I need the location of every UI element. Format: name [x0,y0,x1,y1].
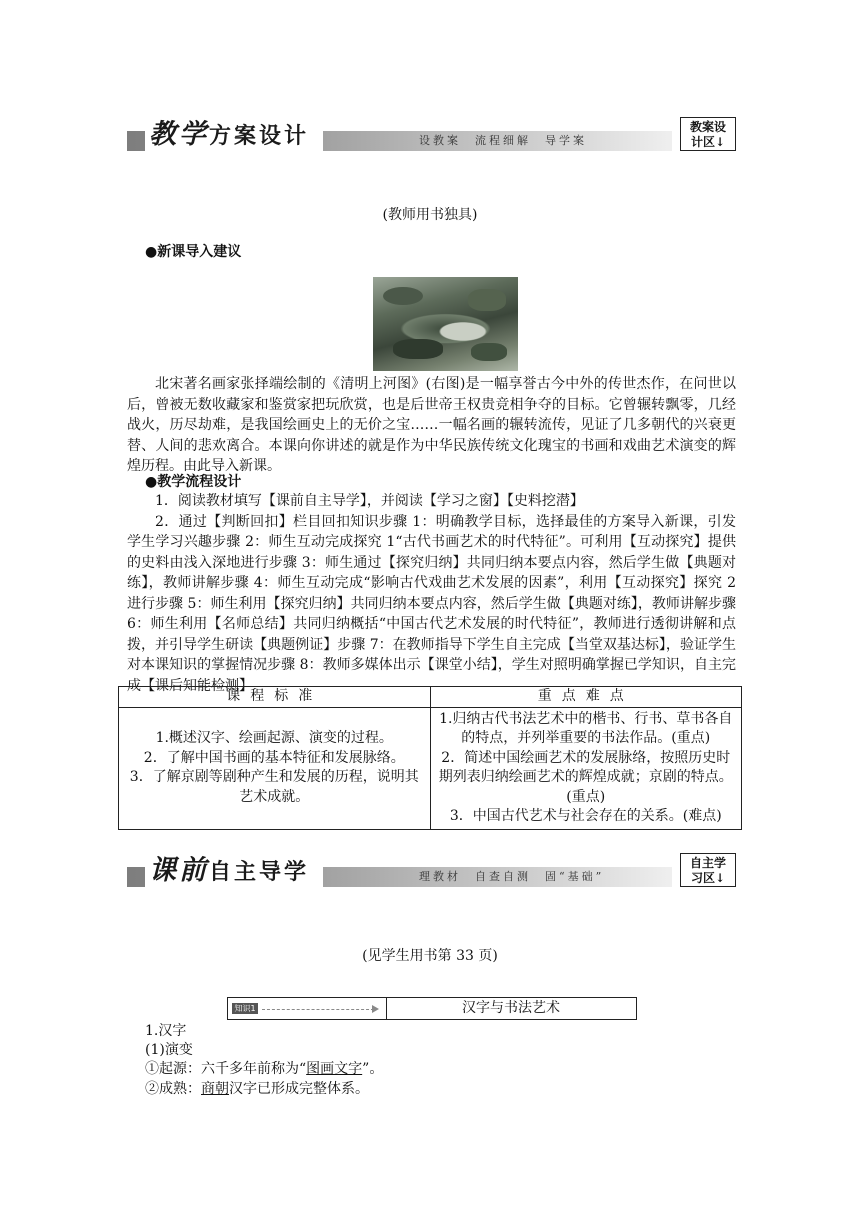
banner-tag-line2: 习区↓ [690,871,726,885]
banner-subtitle: 设教案 流程细解 导学案 [419,134,587,147]
maturity-line: ②成熟：商朝汉字已形成完整体系。 [145,1081,369,1097]
table-row [119,707,742,829]
intro-paragraph [127,374,736,477]
banner-tag-line1: 教案设 [689,120,726,134]
key-points-cell [430,707,742,829]
item-evolution: (1)演变 [145,1042,193,1058]
teacher-book-note: (教师用书独具) [382,207,478,223]
key-point-line: 2．简述中国绘画艺术的发展脉络，按照历史时期列表归纳绘画艺术的辉煌成就；京剧的特点。(重点) [438,749,733,805]
maturity-answer: 商朝 [201,1081,229,1097]
key-point-line: 3．中国古代艺术与社会存在的关系。(难点) [449,808,722,824]
flow-paragraph [127,491,736,696]
banner-title-rest: 自主导学 [209,859,310,885]
curriculum-standard-cell [119,707,431,829]
arrow-line [262,1009,374,1010]
banner-tag [680,853,736,887]
flow-heading: ●教学流程设计 [145,474,242,490]
knowledge-pill: 知识1 [232,1003,258,1014]
origin-line: ①起源：六千多年前称为“图画文字”。 [145,1061,384,1077]
key-point-line: 1.归纳古代书法艺术中的楷书、行书、草书各自的特点，并列举重要的书法作品。(重点) [439,710,733,746]
banner-tag [680,117,736,151]
flow-step-2: 2．通过【判断回扣】栏目回扣知识步骤 1：明确教学目标，选择最佳的方案导入新课，引发学生学习兴趣步骤 2：师生互动完成探究 1“古代书画艺术的时代特征”。可利用【互动探究】提供的史料由浅入深地进行步骤 3：师生通过【探究归纳】共同归纳本要点内容，然后学生做【典题对练】，教师讲解步骤 4：师生互动完成“影响古代戏曲艺术发展的因素”，利用【互动探究】探究 2 进行步骤 5：师生利用【探究归纳】共同归纳本要点内容，然后学生做【典题对练】，教师讲解步骤 6：师生利用【名师总结】共同归纳概括“中国古代艺术发展的时代特征”，教师进行透彻讲解和点拨，并引导学生研读【典题例证】步骤 7：在教师指导下学生自主完成【当堂双基达标】，验证学生对本课知识的掌握情况步骤 8：教师多媒体出示【课堂小结】，学生对照明确掌握已学知识，自主完成【课后知能检测】 [127,513,736,694]
banner-subtitle: 理教材 自查自测 固“基础” [419,870,605,883]
intro-heading: ●新课导入建议 [145,244,242,260]
banner-title [145,119,323,151]
curriculum-table [118,686,742,830]
banner-tag-line1: 自主学 [689,856,726,870]
knowledge-point-box [227,997,637,1020]
key-points-header: 重点难点 [430,687,742,708]
standard-line: 3．了解京剧等剧种产生和发展的历程，说明其艺术成就。 [129,769,419,805]
banner-title [145,855,323,887]
standard-line: 2．了解中国书画的基本特征和发展脉络。 [143,749,405,766]
teaching-plan-banner [127,117,736,153]
qingming-painting-image [373,277,518,371]
item-chinese-characters: 1.汉字 [145,1023,187,1039]
student-book-note: (见学生用书第 33 页) [362,948,498,964]
standard-line: 1.概述汉字、绘画起源、演变的过程。 [155,730,393,746]
curriculum-standard-header: 课程标准 [119,687,431,708]
banner-title-rest: 方案设计 [209,123,310,149]
flow-step-1: 1．阅读教材填写【课前自主导学】，并阅读【学习之窗】【史料挖潜】 [155,493,584,509]
knowledge-label-area [228,998,387,1019]
table-header-row [119,687,742,708]
banner-tag-line2: 计区↓ [690,135,726,149]
knowledge-title: 汉字与书法艺术 [462,1000,560,1016]
banner-title-emphasis: 教学 [149,119,209,150]
arrow-right-icon [372,1005,379,1013]
origin-answer: 图画文字 [306,1061,363,1077]
banner-title-emphasis: 课前 [149,855,209,886]
self-study-banner [127,853,736,889]
intro-text: 北宋著名画家张择端绘制的《清明上河图》(右图)是一幅享誉古今中外的传世杰作，在问世以后，曾被无数收藏家和鉴赏家把玩欣赏，也是后世帝王权贵竞相争夺的目标。它曾辗转飘零，几经战火，历尽劫难，是我国绘画史上的无价之宝……一幅名画的辗转流传，见证了几多朝代的兴衰更替、人间的悲欢离合。本课向你讲述的就是作为中华民族传统文化瑰宝的书画和戏曲艺术演变的辉煌历程。由此导入新课。 [127,376,736,474]
